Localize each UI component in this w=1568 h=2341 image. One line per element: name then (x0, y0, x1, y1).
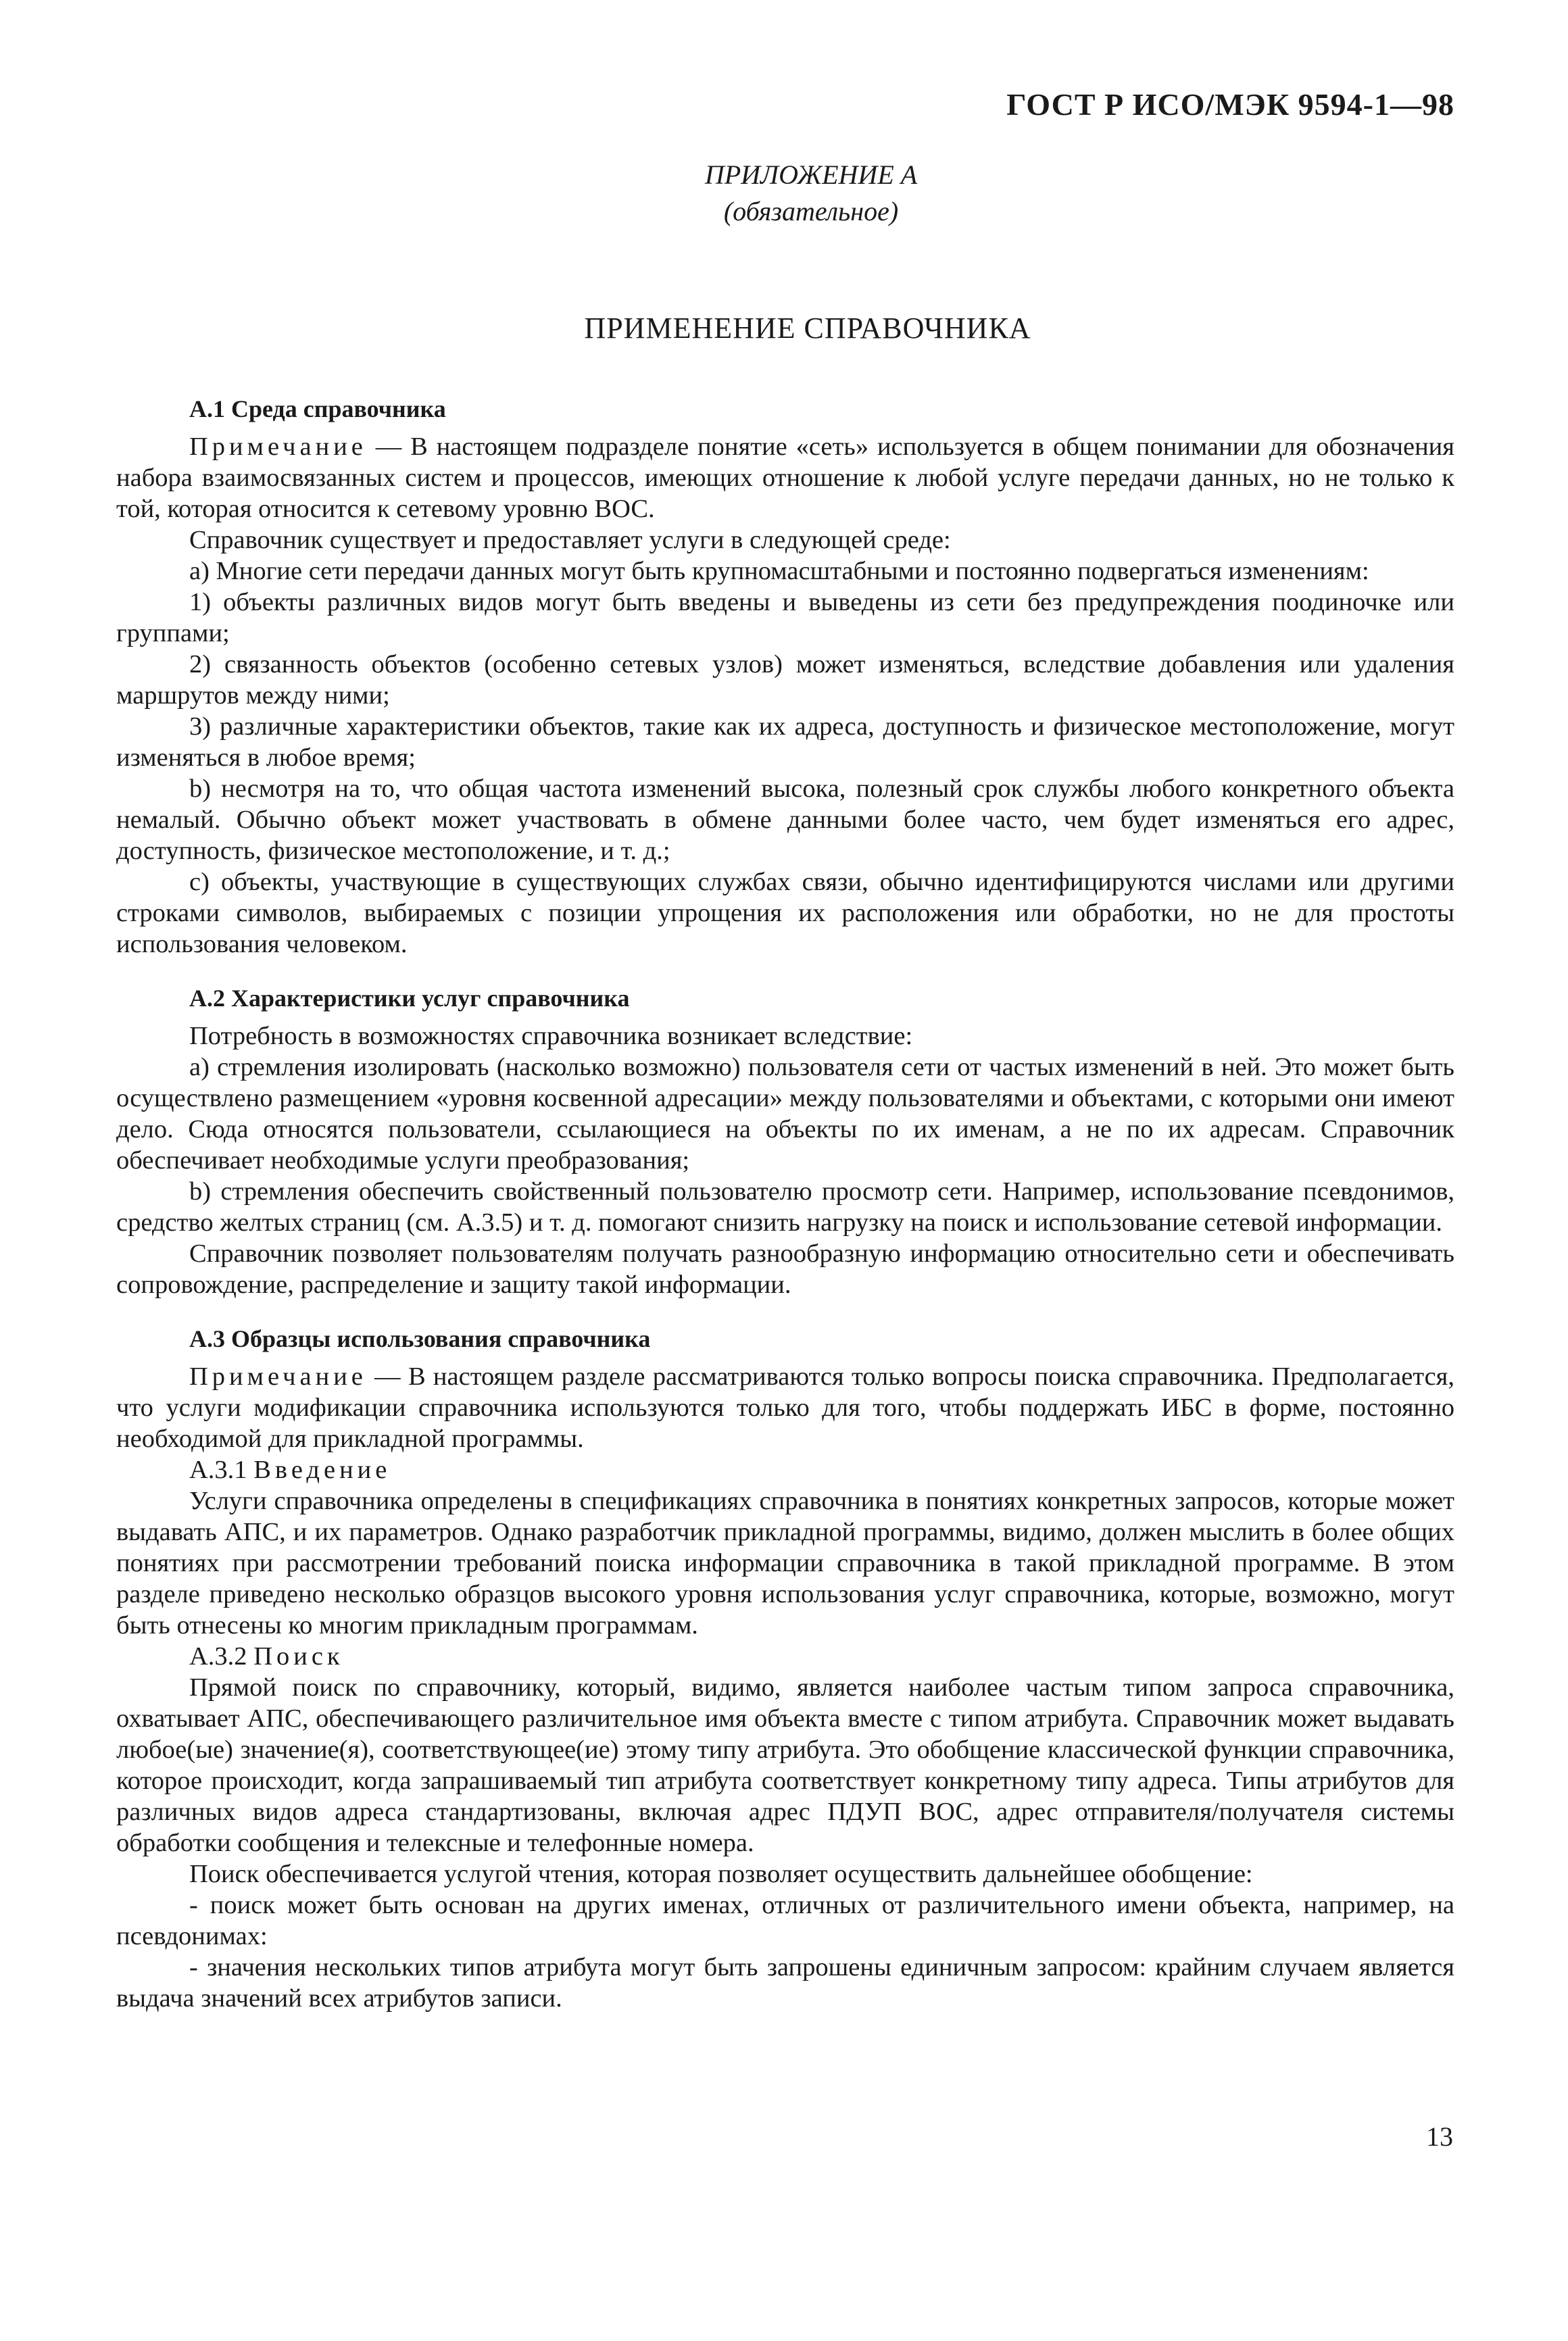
paragraph: Услуги справочника определены в спецификациях справочника в понятиях конкретных запросов, которые может выдавать АПС, и их параметров. Однако разработчик прикладной программы, видимо, должен мыслить в более общих понятиях при рассмотрении требований поиска информации справочника в такой прикладной программе. В этом разделе приведено несколько образцов высокого уровня использования услуг справочника, которые, возможно, могут быть отнесены ко многим прикладным программам. (116, 1487, 1454, 1640)
list-item: - поиск может быть основан на других именах, отличных от различительного имени объекта, например, на псевдонимах: (116, 1891, 1454, 1950)
note-label: Примечание (189, 1362, 367, 1391)
note-text: — В настоящем разделе рассматриваются только вопросы поиска справочника. Предполагается, что услуги модификации справочника используются только для того, чтобы поддержать ИБС в форме, постоянно необходимой для прикладной программы. (116, 1362, 1454, 1453)
document-title: ПРИМЕНЕНИЕ СПРАВОЧНИКА (584, 312, 1031, 345)
paragraph: Прямой поиск по справочнику, который, видимо, является наиболее частым типом запроса справочника, охватывает АПС, обеспечивающего различительное имя объекта вместе с типом атрибута. Справочник может выдавать любое(ые) значение(я), соответствующее(ие) этому типу атрибута. Это обобщение классической функции справочника, которое происходит, когда запрашиваемый тип атрибута соответствует конкретному типу адреса. Типы атрибутов для различных видов адреса стандартизованы, включая адрес ПДУП ВОС, адрес отправителя/получателя системы обработки сообщения и телексные и телефонные номера. (116, 1673, 1454, 1857)
paragraph: Справочник позволяет пользователям получать разнообразную информацию относительно сети и обеспечивать сопровождение, распределение и защиту такой информации. (116, 1239, 1454, 1299)
paragraph: Поиск обеспечивается услугой чтения, которая позволяет осуществить дальнейшее обобщение: (189, 1860, 1253, 1888)
note-text: — В настоящем подразделе понятие «сеть» используется в общем понимании для обозначения набора взаимосвязанных систем и процессов, имеющих отношение к любой услуге передачи данных, но не только к той, которая относится к сетевому уровню ВОС. (116, 433, 1454, 523)
list-item: b) стремления обеспечить свойственный пользователю просмотр сети. Например, использование псевдонимов, средство желтых страниц (см. А.3.5) и т. д. помогают снизить нагрузку на поиск и использование сетевой информации. (116, 1177, 1454, 1237)
appendix-label: ПРИЛОЖЕНИЕ А (704, 159, 918, 190)
page-number: 13 (1426, 2121, 1453, 2152)
appendix-status: (обязательное) (723, 196, 899, 226)
sub-list-item: 2) связанность объектов (особенно сетевых узлов) может изменяться, вследствие добавления или удаления маршрутов между ними; (116, 650, 1454, 710)
subsection-title: Поиск (253, 1642, 344, 1671)
section-heading-a2: А.2 Характеристики услуг справочника (189, 985, 630, 1012)
list-item: с) объекты, участвующие в существующих службах связи, обычно идентифицируются числами или другими строками символов, выбираемых с позиции упрощения их расположения или обработки, но не для простоты использования человеком. (116, 868, 1454, 958)
sub-list-item: 1) объекты различных видов могут быть введены и выведены из сети без предупреждения поодиночке или группами; (116, 588, 1454, 647)
section-heading-a3: А.3 Образцы использования справочника (189, 1325, 651, 1352)
note-a3 (116, 1361, 1454, 1454)
note-a1 (116, 431, 1454, 524)
list-item: b) несмотря на то, что общая частота изменений высока, полезный срок службы любого конкретного объекта немалый. Обычно объект может участвовать в обмене данными более часто, чем будет изменяться его адрес, доступность, физическое местоположение, и т. д.; (116, 774, 1454, 865)
document-body (116, 393, 1454, 2014)
sub-list-item: 3) различные характеристики объектов, такие как их адреса, доступность и физическое местоположение, могут изменяться в любое время; (116, 712, 1454, 772)
list-item: а) стремления изолировать (насколько возможно) пользователя сети от частых изменений в ней. Это может быть осуществлено размещением «уровня косвенной адресации» между пользователями и объектами, с которыми они имеют дело. Сюда относятся пользователи, ссылающиеся на объекты по их именам, а не по их адресам. Справочник обеспечивает необходимые услуги преобразования; (116, 1053, 1454, 1175)
list-item: а) Многие сети передачи данных могут быть крупномасштабными и постоянно подвергаться изменениям: (189, 557, 1369, 585)
section-heading-a1: А.1 Среда справочника (189, 395, 446, 422)
standard-designation: ГОСТ Р ИСО/МЭК 9594-1—98 (1006, 87, 1454, 122)
paragraph: Потребность в возможностях справочника возникает вследствие: (189, 1022, 913, 1050)
appendix-heading (0, 157, 1568, 230)
subsection-title: Введение (253, 1456, 391, 1484)
paragraph: Справочник существует и предоставляет услуги в следующей среде: (189, 526, 951, 554)
subsection-number: А.3.2 (189, 1642, 254, 1671)
subsection-number: А.3.1 (189, 1456, 254, 1484)
list-item: - значения нескольких типов атрибута могут быть запрошены единичным запросом: крайним случаем является выдача значений всех атрибутов записи. (116, 1953, 1454, 2013)
note-label: Примечание (189, 433, 367, 461)
subsection-heading-a31 (116, 1454, 1454, 1485)
subsection-heading-a32 (116, 1641, 1454, 1672)
